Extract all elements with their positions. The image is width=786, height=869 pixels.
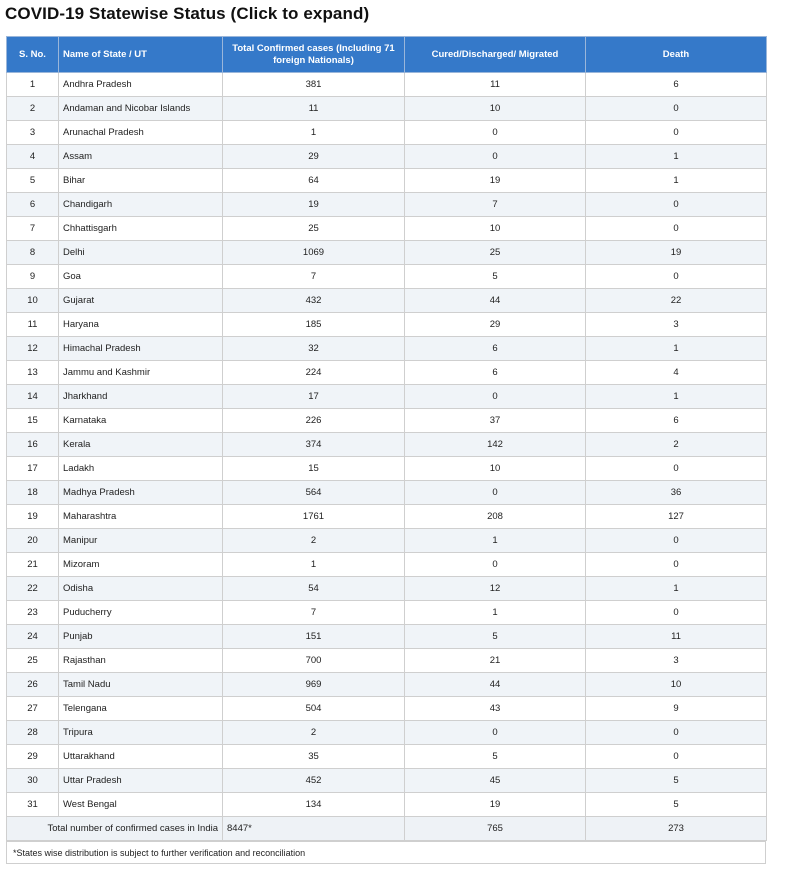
table-row bbox=[7, 721, 767, 745]
cell-confirmed: 969 bbox=[223, 673, 405, 697]
cell-death: 0 bbox=[586, 97, 767, 121]
table-row bbox=[7, 529, 767, 553]
cell-cured: 0 bbox=[405, 481, 586, 505]
cell-death: 1 bbox=[586, 385, 767, 409]
cell-cured: 29 bbox=[405, 313, 586, 337]
cell-state-name: Madhya Pradesh bbox=[59, 481, 223, 505]
cell-sno: 17 bbox=[7, 457, 59, 481]
cell-sno: 1 bbox=[7, 73, 59, 97]
cell-death: 1 bbox=[586, 169, 767, 193]
cell-death: 6 bbox=[586, 409, 767, 433]
cell-cured: 5 bbox=[405, 265, 586, 289]
cell-death: 22 bbox=[586, 289, 767, 313]
cell-confirmed: 2 bbox=[223, 721, 405, 745]
cell-sno: 20 bbox=[7, 529, 59, 553]
cell-cured: 6 bbox=[405, 361, 586, 385]
cell-state-name: Gujarat bbox=[59, 289, 223, 313]
table-row bbox=[7, 457, 767, 481]
table-row bbox=[7, 337, 767, 361]
cell-death: 4 bbox=[586, 361, 767, 385]
cell-sno: 14 bbox=[7, 385, 59, 409]
cell-confirmed: 226 bbox=[223, 409, 405, 433]
cell-confirmed: 1 bbox=[223, 121, 405, 145]
cell-state-name: Tripura bbox=[59, 721, 223, 745]
table-row bbox=[7, 385, 767, 409]
cell-death: 0 bbox=[586, 217, 767, 241]
cell-cured: 1 bbox=[405, 529, 586, 553]
cell-sno: 19 bbox=[7, 505, 59, 529]
table-row bbox=[7, 193, 767, 217]
cell-confirmed: 1069 bbox=[223, 241, 405, 265]
total-label: Total number of confirmed cases in India bbox=[7, 817, 223, 841]
cell-confirmed: 504 bbox=[223, 697, 405, 721]
table-row bbox=[7, 145, 767, 169]
cell-cured: 0 bbox=[405, 553, 586, 577]
cell-state-name: Arunachal Pradesh bbox=[59, 121, 223, 145]
header-death: Death bbox=[586, 37, 767, 73]
cell-cured: 25 bbox=[405, 241, 586, 265]
table-row bbox=[7, 769, 767, 793]
cell-cured: 12 bbox=[405, 577, 586, 601]
cell-confirmed: 374 bbox=[223, 433, 405, 457]
cell-cured: 0 bbox=[405, 385, 586, 409]
cell-state-name: Delhi bbox=[59, 241, 223, 265]
cell-death: 0 bbox=[586, 553, 767, 577]
table-row bbox=[7, 553, 767, 577]
cell-state-name: Assam bbox=[59, 145, 223, 169]
table-row bbox=[7, 361, 767, 385]
cell-confirmed: 564 bbox=[223, 481, 405, 505]
cell-sno: 18 bbox=[7, 481, 59, 505]
cell-confirmed: 15 bbox=[223, 457, 405, 481]
cell-confirmed: 19 bbox=[223, 193, 405, 217]
table-body bbox=[7, 73, 767, 841]
cell-cured: 7 bbox=[405, 193, 586, 217]
cell-confirmed: 35 bbox=[223, 745, 405, 769]
cell-cured: 10 bbox=[405, 217, 586, 241]
cell-confirmed: 134 bbox=[223, 793, 405, 817]
cell-cured: 5 bbox=[405, 625, 586, 649]
cell-cured: 5 bbox=[405, 745, 586, 769]
cell-confirmed: 17 bbox=[223, 385, 405, 409]
cell-confirmed: 11 bbox=[223, 97, 405, 121]
table-row bbox=[7, 673, 767, 697]
cell-cured: 10 bbox=[405, 97, 586, 121]
cell-sno: 11 bbox=[7, 313, 59, 337]
table-row bbox=[7, 169, 767, 193]
cell-confirmed: 452 bbox=[223, 769, 405, 793]
cell-cured: 0 bbox=[405, 121, 586, 145]
cell-death: 3 bbox=[586, 313, 767, 337]
cell-sno: 30 bbox=[7, 769, 59, 793]
cell-confirmed: 7 bbox=[223, 265, 405, 289]
cell-cured: 10 bbox=[405, 457, 586, 481]
cell-sno: 6 bbox=[7, 193, 59, 217]
cell-confirmed: 54 bbox=[223, 577, 405, 601]
cell-confirmed: 381 bbox=[223, 73, 405, 97]
total-confirmed: 8447* bbox=[223, 817, 405, 841]
cell-death: 1 bbox=[586, 145, 767, 169]
cell-state-name: Bihar bbox=[59, 169, 223, 193]
table-row bbox=[7, 793, 767, 817]
footnote: *States wise distribution is subject to further verification and reconciliation bbox=[6, 841, 766, 864]
cell-state-name: Manipur bbox=[59, 529, 223, 553]
cell-state-name: Mizoram bbox=[59, 553, 223, 577]
cell-cured: 11 bbox=[405, 73, 586, 97]
cell-sno: 16 bbox=[7, 433, 59, 457]
table-row bbox=[7, 409, 767, 433]
table-header-row bbox=[7, 37, 767, 73]
cell-death: 0 bbox=[586, 457, 767, 481]
cell-state-name: Uttarakhand bbox=[59, 745, 223, 769]
cell-death: 2 bbox=[586, 433, 767, 457]
cell-state-name: Karnataka bbox=[59, 409, 223, 433]
cell-sno: 3 bbox=[7, 121, 59, 145]
cell-death: 127 bbox=[586, 505, 767, 529]
cell-death: 1 bbox=[586, 577, 767, 601]
cell-sno: 28 bbox=[7, 721, 59, 745]
total-cured: 765 bbox=[405, 817, 586, 841]
cell-confirmed: 185 bbox=[223, 313, 405, 337]
table-row bbox=[7, 625, 767, 649]
statewise-table bbox=[6, 36, 767, 841]
cell-cured: 44 bbox=[405, 289, 586, 313]
cell-confirmed: 25 bbox=[223, 217, 405, 241]
table-row bbox=[7, 433, 767, 457]
cell-state-name: Ladakh bbox=[59, 457, 223, 481]
cell-cured: 37 bbox=[405, 409, 586, 433]
cell-sno: 4 bbox=[7, 145, 59, 169]
table-row bbox=[7, 73, 767, 97]
cell-state-name: Haryana bbox=[59, 313, 223, 337]
cell-death: 5 bbox=[586, 793, 767, 817]
cell-cured: 45 bbox=[405, 769, 586, 793]
cell-cured: 43 bbox=[405, 697, 586, 721]
cell-sno: 5 bbox=[7, 169, 59, 193]
cell-state-name: Goa bbox=[59, 265, 223, 289]
cell-cured: 6 bbox=[405, 337, 586, 361]
cell-sno: 26 bbox=[7, 673, 59, 697]
cell-sno: 10 bbox=[7, 289, 59, 313]
cell-sno: 31 bbox=[7, 793, 59, 817]
cell-sno: 9 bbox=[7, 265, 59, 289]
cell-death: 0 bbox=[586, 265, 767, 289]
cell-state-name: West Bengal bbox=[59, 793, 223, 817]
cell-death: 0 bbox=[586, 601, 767, 625]
table-row bbox=[7, 745, 767, 769]
table-row bbox=[7, 97, 767, 121]
table-row bbox=[7, 481, 767, 505]
cell-cured: 44 bbox=[405, 673, 586, 697]
cell-state-name: Chhattisgarh bbox=[59, 217, 223, 241]
cell-confirmed: 1761 bbox=[223, 505, 405, 529]
table-row bbox=[7, 649, 767, 673]
table-row bbox=[7, 241, 767, 265]
table-row bbox=[7, 265, 767, 289]
cell-sno: 15 bbox=[7, 409, 59, 433]
cell-cured: 208 bbox=[405, 505, 586, 529]
cell-state-name: Odisha bbox=[59, 577, 223, 601]
cell-cured: 19 bbox=[405, 793, 586, 817]
cell-confirmed: 224 bbox=[223, 361, 405, 385]
cell-death: 11 bbox=[586, 625, 767, 649]
cell-sno: 13 bbox=[7, 361, 59, 385]
table-row bbox=[7, 289, 767, 313]
header-cured: Cured/Discharged/ Migrated bbox=[405, 37, 586, 73]
cell-confirmed: 64 bbox=[223, 169, 405, 193]
cell-confirmed: 432 bbox=[223, 289, 405, 313]
cell-death: 9 bbox=[586, 697, 767, 721]
cell-death: 6 bbox=[586, 73, 767, 97]
statewise-table-container bbox=[6, 36, 766, 841]
total-death: 273 bbox=[586, 817, 767, 841]
cell-state-name: Jammu and Kashmir bbox=[59, 361, 223, 385]
cell-state-name: Himachal Pradesh bbox=[59, 337, 223, 361]
cell-death: 10 bbox=[586, 673, 767, 697]
cell-cured: 0 bbox=[405, 145, 586, 169]
cell-confirmed: 700 bbox=[223, 649, 405, 673]
cell-death: 0 bbox=[586, 745, 767, 769]
cell-confirmed: 2 bbox=[223, 529, 405, 553]
header-confirmed: Total Confirmed cases (Including 71 foreign Nationals) bbox=[223, 37, 405, 73]
table-row bbox=[7, 121, 767, 145]
cell-cured: 19 bbox=[405, 169, 586, 193]
cell-death: 5 bbox=[586, 769, 767, 793]
cell-death: 3 bbox=[586, 649, 767, 673]
cell-state-name: Uttar Pradesh bbox=[59, 769, 223, 793]
table-row bbox=[7, 313, 767, 337]
cell-state-name: Punjab bbox=[59, 625, 223, 649]
cell-confirmed: 29 bbox=[223, 145, 405, 169]
cell-state-name: Puducherry bbox=[59, 601, 223, 625]
header-sno: S. No. bbox=[7, 37, 59, 73]
table-row bbox=[7, 601, 767, 625]
cell-cured: 142 bbox=[405, 433, 586, 457]
table-row bbox=[7, 505, 767, 529]
cell-state-name: Andhra Pradesh bbox=[59, 73, 223, 97]
cell-state-name: Rajasthan bbox=[59, 649, 223, 673]
header-state-name: Name of State / UT bbox=[59, 37, 223, 73]
cell-sno: 7 bbox=[7, 217, 59, 241]
cell-state-name: Tamil Nadu bbox=[59, 673, 223, 697]
page-title[interactable]: COVID-19 Statewise Status (Click to expand) bbox=[5, 4, 370, 23]
cell-cured: 0 bbox=[405, 721, 586, 745]
cell-sno: 27 bbox=[7, 697, 59, 721]
cell-sno: 2 bbox=[7, 97, 59, 121]
cell-sno: 8 bbox=[7, 241, 59, 265]
cell-sno: 21 bbox=[7, 553, 59, 577]
cell-confirmed: 151 bbox=[223, 625, 405, 649]
cell-death: 0 bbox=[586, 193, 767, 217]
cell-sno: 12 bbox=[7, 337, 59, 361]
cell-sno: 23 bbox=[7, 601, 59, 625]
total-row bbox=[7, 817, 767, 841]
cell-death: 0 bbox=[586, 121, 767, 145]
table-row bbox=[7, 577, 767, 601]
cell-confirmed: 32 bbox=[223, 337, 405, 361]
cell-sno: 22 bbox=[7, 577, 59, 601]
cell-cured: 1 bbox=[405, 601, 586, 625]
cell-sno: 24 bbox=[7, 625, 59, 649]
cell-cured: 21 bbox=[405, 649, 586, 673]
cell-confirmed: 1 bbox=[223, 553, 405, 577]
cell-death: 0 bbox=[586, 529, 767, 553]
cell-confirmed: 7 bbox=[223, 601, 405, 625]
cell-state-name: Andaman and Nicobar Islands bbox=[59, 97, 223, 121]
cell-sno: 29 bbox=[7, 745, 59, 769]
cell-sno: 25 bbox=[7, 649, 59, 673]
cell-death: 36 bbox=[586, 481, 767, 505]
cell-state-name: Jharkhand bbox=[59, 385, 223, 409]
table-row bbox=[7, 697, 767, 721]
cell-state-name: Chandigarh bbox=[59, 193, 223, 217]
cell-death: 19 bbox=[586, 241, 767, 265]
cell-state-name: Maharashtra bbox=[59, 505, 223, 529]
cell-state-name: Kerala bbox=[59, 433, 223, 457]
cell-death: 0 bbox=[586, 721, 767, 745]
cell-death: 1 bbox=[586, 337, 767, 361]
table-row bbox=[7, 217, 767, 241]
cell-state-name: Telengana bbox=[59, 697, 223, 721]
